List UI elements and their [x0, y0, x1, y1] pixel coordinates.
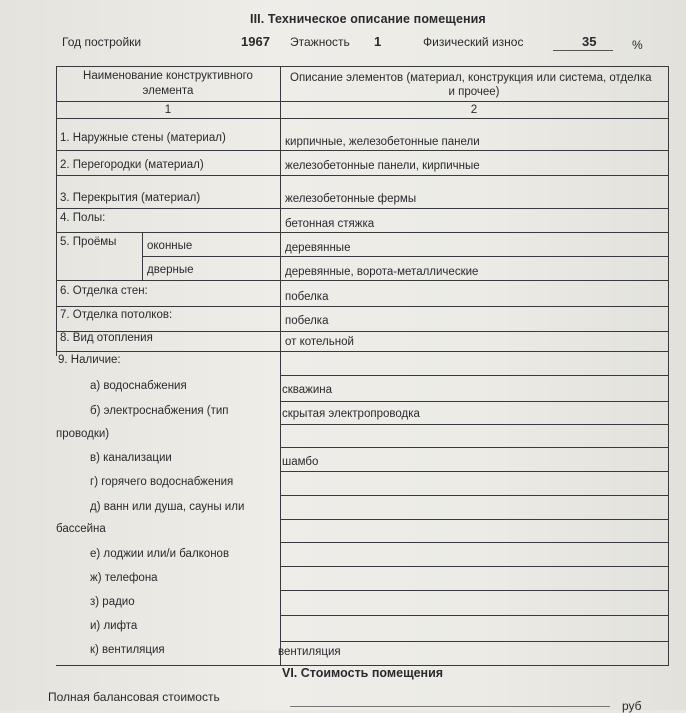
balance-label: Полная балансовая стоимость [48, 690, 220, 704]
row-openings-label: 5. Проёмы [60, 236, 117, 248]
row-wall-finish-label: 6. Отделка стен: [60, 285, 148, 297]
col2-header-line2: и прочее) [448, 86, 500, 98]
row-water-value: скважина [282, 384, 333, 396]
row-bath-label-line2: бассейна [56, 523, 106, 535]
row-rule [56, 150, 669, 151]
row-rule [56, 306, 669, 307]
cost-section-title: VI. Стоимость помещения [282, 666, 444, 680]
balance-underline [290, 706, 610, 707]
technical-table [56, 66, 669, 666]
row-walls-label: 1. Наружные стены (материал) [60, 132, 226, 144]
section-title: III. Техническое описание помещения [250, 12, 486, 26]
row-hot-water-label: г) горячего водоснабжения [90, 476, 234, 488]
col2-number: 2 [470, 104, 478, 116]
row-elevator-label: и) лифта [90, 620, 138, 632]
row-loggia-label: е) лоджии или/и балконов [90, 548, 230, 560]
row-rule [280, 471, 669, 472]
year-value: 1967 [241, 34, 270, 49]
row-ceilings-label: 3. Перекрытия (материал) [60, 192, 201, 204]
row-rule [280, 590, 669, 591]
row-ceiling-finish-label: 7. Отделка потолков: [60, 309, 173, 321]
row-ventilation-value: вентиляция [278, 646, 341, 658]
row-windows-label: оконные [147, 240, 193, 252]
col1-header-line2: элемента [142, 85, 194, 97]
row-heating-value: от котельной [285, 336, 354, 348]
row-windows-value: деревянные [285, 242, 351, 254]
row-phone-label: ж) телефона [90, 572, 158, 584]
row-ventilation-label: к) вентиляция [90, 644, 165, 656]
row-floors-value: бетонная стяжка [285, 218, 375, 230]
row-rule [56, 280, 669, 281]
table-border-top [56, 66, 669, 67]
row-ceiling-finish-value: побелка [285, 315, 329, 327]
row-doors-value: деревянные, ворота-металлические [285, 266, 479, 278]
row-rule [56, 351, 669, 352]
row-rule [280, 424, 669, 425]
col2-header-line1: Описание элементов (материал, конструкция или система, отделка [290, 72, 652, 84]
wear-label: Физический износ [423, 35, 524, 49]
row-sewer-label: в) канализации [90, 452, 172, 464]
row-sewer-value: шамбо [282, 456, 319, 468]
header-rule [56, 101, 669, 102]
floors-value: 1 [374, 34, 382, 49]
wear-value: 35 [582, 34, 597, 49]
year-label: Год постройки [62, 35, 142, 49]
row-rule [280, 375, 669, 376]
row-power-label-line1: б) электроснабжения (тип [90, 405, 229, 417]
balance-unit: руб [622, 699, 642, 713]
row-ceilings-value: железобетонные фермы [285, 193, 417, 205]
floors-label: Этажность [290, 35, 350, 49]
row-rule [56, 232, 669, 233]
row-partitions-value: железобетонные панели, кирпичные [285, 160, 480, 172]
number-rule [56, 118, 669, 119]
wear-unit: % [632, 38, 643, 52]
wear-underline [553, 50, 613, 51]
row-rule [56, 175, 669, 176]
row-rule [280, 566, 669, 567]
table-border-right [668, 66, 669, 666]
row-rule [56, 208, 669, 209]
row-rule [280, 641, 669, 642]
row-radio-label: з) радио [90, 596, 135, 608]
row-rule [280, 401, 669, 402]
row-rule [280, 615, 669, 616]
row-power-label-line2: проводки) [56, 428, 110, 440]
row-partitions-label: 2. Перегородки (материал) [60, 159, 204, 171]
row-water-label: а) водоснабжения [90, 380, 187, 392]
row-heating-label: 8. Вид отопления [60, 332, 153, 344]
row-rule [280, 495, 669, 496]
row-wall-finish-value: побелка [285, 291, 329, 303]
row-rule [280, 519, 669, 520]
col1-number: 1 [164, 104, 172, 116]
row-rule [280, 447, 669, 448]
row-power-value: скрытая электропроводка [282, 408, 420, 420]
col1-header-line1: Наименование конструктивного [83, 70, 253, 82]
row-presence-label: 9. Наличие: [58, 354, 121, 366]
row-bath-label-line1: д) ванн или душа, сауны или [90, 501, 245, 513]
row-rule [280, 542, 669, 543]
row-walls-value: кирпичные, железобетонные панели [285, 136, 480, 148]
table-column-divider [280, 66, 281, 666]
row-doors-label: дверные [147, 264, 194, 276]
row-rule [142, 256, 669, 257]
row-floors-label: 4. Полы: [60, 212, 106, 224]
